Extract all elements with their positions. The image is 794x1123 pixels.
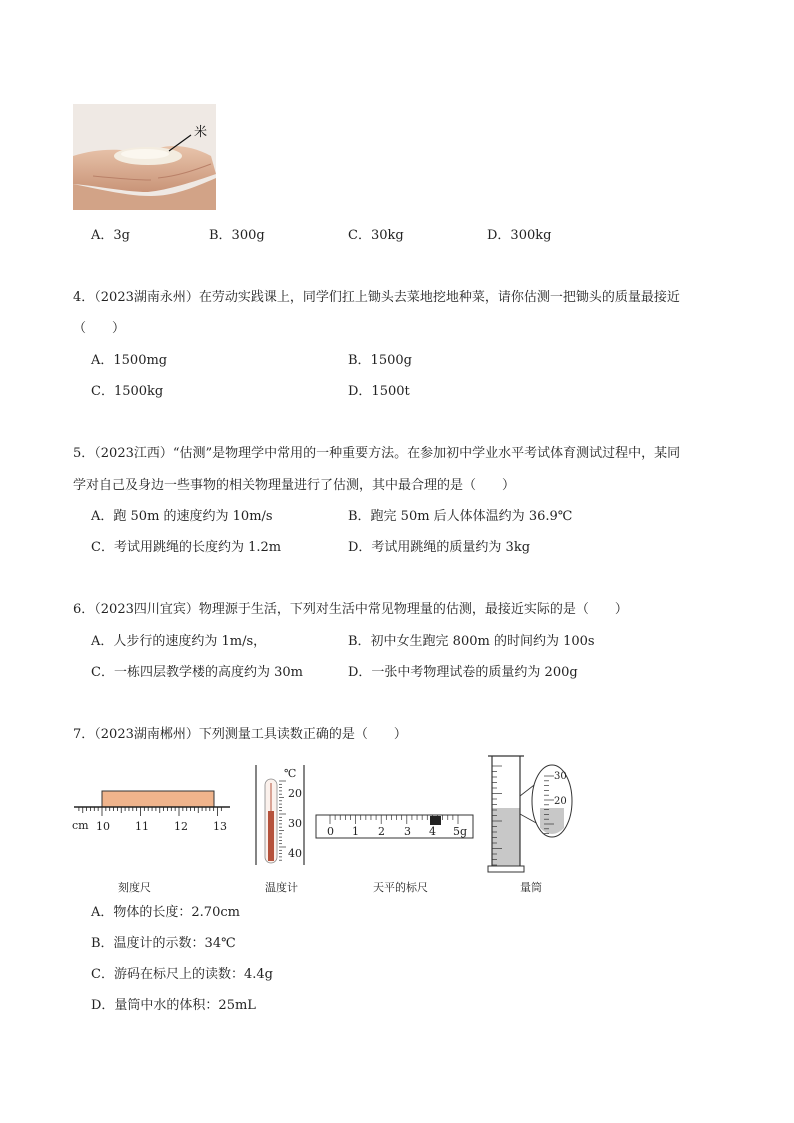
caption-ruler: 刻度尺 <box>118 881 151 894</box>
balance-tick-0: 0 <box>327 825 334 838</box>
balance-tick-3: 3 <box>404 825 411 838</box>
ruler-tick-13: 13 <box>213 820 227 833</box>
balance-tick-2: 2 <box>378 825 385 838</box>
graduated-cylinder-figure <box>486 752 576 874</box>
q7-option-c: C．游码在标尺上的读数：4.4g <box>91 967 273 982</box>
balance-scale-drawing <box>315 814 475 840</box>
thermometer-tick-40: 40 <box>288 847 302 860</box>
thermometer-figure <box>255 763 307 867</box>
thermometer-tick-30: 30 <box>288 817 302 830</box>
balance-tick-1: 1 <box>352 825 359 838</box>
q4-option-d: D．1500t <box>348 384 410 399</box>
q4-stem-cont: （ ） <box>73 321 126 336</box>
caption-balance: 天平的标尺 <box>373 881 428 894</box>
rice-photo <box>73 104 216 210</box>
q4-option-c: C．1500kg <box>91 384 164 399</box>
q7-option-b: B．温度计的示数：34℃ <box>91 936 236 951</box>
q5-option-d: D．考试用跳绳的质量约为 3kg <box>348 540 531 555</box>
q5-option-c: C．考试用跳绳的长度约为 1.2m <box>91 540 282 555</box>
q6-option-b: B．初中女生跑完 800m 的时间约为 100s <box>348 634 595 649</box>
q7-option-a: A．物体的长度：2.70cm <box>91 905 240 920</box>
q5-option-b: B．跑完 50m 后人体体温约为 36.9℃ <box>348 509 573 524</box>
ruler-tick-10: 10 <box>96 820 110 833</box>
q4-option-b: B．1500g <box>348 353 412 368</box>
balance-scale-figure <box>315 814 475 840</box>
q5-stem: 5．（2023江西）“估测”是物理学中常用的一种重要方法。在参加初中学业水平考试体育测试过程中，某同 <box>73 446 681 461</box>
q3-option-b: B．300g <box>209 228 265 243</box>
ruler-tick-12: 12 <box>174 820 188 833</box>
q6-option-d: D．一张中考物理试卷的质量约为 200g <box>348 665 578 680</box>
q4-option-a: A．1500mg <box>91 353 168 368</box>
balance-tick-5g: 5g <box>453 825 468 838</box>
q3-option-a: A．3g <box>91 228 130 243</box>
rice-hands-illustration <box>73 104 216 210</box>
balance-tick-4: 4 <box>429 825 436 838</box>
q6-option-c: C．一栋四层教学楼的高度约为 30m <box>91 665 303 680</box>
cylinder-tick-20: 20 <box>554 796 567 807</box>
caption-thermometer: 温度计 <box>265 881 298 894</box>
ruler-tick-11: 11 <box>135 820 149 833</box>
rider-weight <box>430 816 441 825</box>
ruler-figure <box>72 788 237 838</box>
q3-option-c: C．30kg <box>348 228 404 243</box>
q4-stem: 4．（2023湖南永州）在劳动实践课上，同学们扛上锄头去菜地挖地种菜，请你估测一把锄头的质量最接近 <box>73 290 680 305</box>
rice-label: 米 <box>194 125 208 140</box>
q5-option-a: A．跑 50m 的速度约为 10m/s <box>91 509 273 524</box>
ruler-unit: cm <box>72 819 89 832</box>
q6-option-a: A．人步行的速度约为 1m/s， <box>91 634 267 649</box>
thermometer-tick-20: 20 <box>288 787 302 800</box>
q6-stem: 6．（2023四川宜宾）物理源于生活，下列对生活中常见物理量的估测，最接近实际的是（ ） <box>73 602 628 617</box>
cylinder-tick-30: 30 <box>554 771 567 782</box>
q3-option-d: D．300kg <box>487 228 552 243</box>
caption-cylinder: 量筒 <box>520 881 542 894</box>
thermometer-unit: ℃ <box>284 767 297 780</box>
q5-stem-cont: 学对自己及身边一些事物的相关物理量进行了估测，其中最合理的是（ ） <box>73 478 516 493</box>
q7-option-d: D．量筒中水的体积：25mL <box>91 998 256 1013</box>
q7-stem: 7．（2023湖南郴州）下列测量工具读数正确的是（ ） <box>73 727 407 742</box>
